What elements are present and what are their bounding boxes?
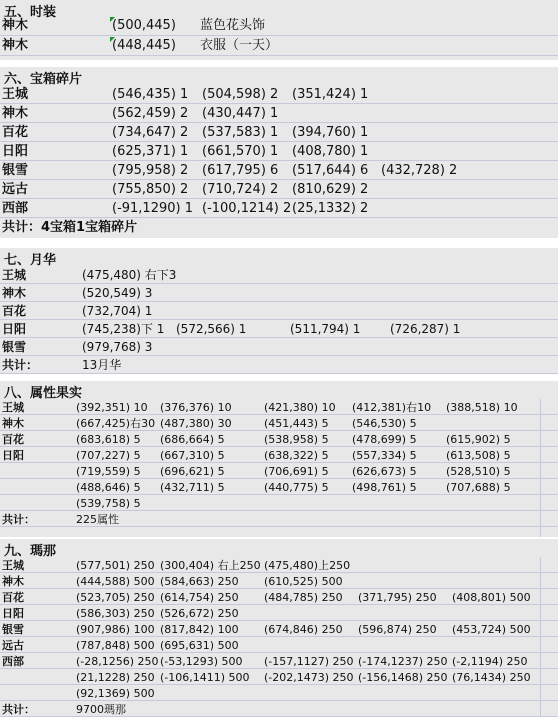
data-cell: (613,508) 5 (446, 449, 511, 462)
data-cell: (-91,1290) 1 (112, 201, 193, 216)
row-label: 银雪 (2, 340, 27, 354)
data-cell: (-28,1256) 250 (76, 655, 159, 668)
data-cell: (539,758) 5 (76, 497, 141, 510)
data-cell: (92,1369) 500 (76, 687, 155, 700)
data-cell: (-2,1194) 250 (452, 655, 528, 668)
data-cell: (638,322) 5 (264, 449, 329, 462)
data-cell: (504,598) 2 (202, 87, 279, 102)
row-label: 日阳 (2, 322, 27, 336)
row-label: 神木 (2, 575, 24, 588)
data-cell: (696,621) 5 (160, 465, 225, 478)
row-label: 王城 (2, 559, 24, 572)
data-cell: (-106,1411) 500 (160, 671, 250, 684)
row-label: 百花 (2, 304, 27, 318)
data-cell: (25,1332) 2 (292, 201, 369, 216)
data-cell: (76,1434) 250 (452, 671, 531, 684)
item-name: 衣服（一天） (200, 38, 279, 53)
coordinate: (448,445) (112, 38, 176, 53)
data-cell: (-174,1237) 250 (358, 655, 448, 668)
data-cell: (625,371) 1 (112, 144, 189, 159)
data-cell: (-100,1214) 2 (202, 201, 292, 216)
table-row (0, 180, 558, 199)
row-label: 百花 (2, 125, 29, 140)
data-cell: (557,334) 5 (352, 449, 417, 462)
data-cell: (523,705) 250 (76, 591, 155, 604)
row-label: 日阳 (2, 144, 29, 159)
data-cell: (478,699) 5 (352, 433, 417, 446)
section-total: 共计：4宝箱1宝箱碎片 (2, 220, 138, 235)
data-cell: (-156,1468) 250 (358, 671, 448, 684)
data-cell: (-157,1127) 250 (264, 655, 354, 668)
row-label: 共计： (2, 358, 39, 372)
data-cell: 9700瑪那 (76, 703, 126, 716)
row-label: 王城 (2, 268, 27, 282)
data-cell: (432,728) 2 (381, 163, 458, 178)
data-cell: (498,761) 5 (352, 481, 417, 494)
column-separator (540, 557, 541, 717)
data-cell: (710,724) 2 (202, 182, 279, 197)
section-title-s7: 七、月华 (4, 253, 57, 268)
row-label: 神木 (2, 38, 29, 53)
data-cell: (526,672) 250 (160, 607, 239, 620)
data-cell: (795,958) 2 (112, 163, 189, 178)
table-row (0, 36, 558, 56)
data-cell: (300,404) 右上250 (160, 559, 261, 572)
data-cell: (487,380) 30 (160, 417, 232, 430)
data-cell: (907,986) 100 (76, 623, 155, 636)
data-cell: (538,958) 5 (264, 433, 329, 446)
row-label: 银雪 (2, 623, 24, 636)
data-cell: (626,673) 5 (352, 465, 417, 478)
data-cell: (734,647) 2 (112, 125, 189, 140)
data-cell: (351,424) 1 (292, 87, 369, 102)
data-cell: (719,559) 5 (76, 465, 141, 478)
data-cell: (408,780) 1 (292, 144, 369, 159)
data-cell: (596,874) 250 (358, 623, 437, 636)
data-cell: (432,711) 5 (160, 481, 225, 494)
data-cell: (667,310) 5 (160, 449, 225, 462)
data-cell: (706,691) 5 (264, 465, 329, 478)
row-label: 神木 (2, 417, 24, 430)
data-cell: (667,425)右30 (76, 417, 156, 430)
table-row (0, 16, 558, 36)
data-cell: (979,768) 3 (82, 340, 153, 354)
data-cell: (412,381)右10 (352, 401, 432, 414)
data-cell: (586,303) 250 (76, 607, 155, 620)
section-gap (0, 60, 558, 67)
data-cell: (577,501) 250 (76, 559, 155, 572)
row-label: 日阳 (2, 607, 24, 620)
data-cell: (444,588) 500 (76, 575, 155, 588)
section-title-s9: 九、瑪那 (4, 544, 57, 559)
data-cell: (511,794) 1 (290, 322, 361, 336)
row-label: 远古 (2, 182, 29, 197)
data-cell: (683,618) 5 (76, 433, 141, 446)
data-cell: (394,760) 1 (292, 125, 369, 140)
data-cell: (371,795) 250 (358, 591, 437, 604)
data-cell: (572,566) 1 (176, 322, 247, 336)
row-label: 神木 (2, 106, 29, 121)
column-separator (540, 399, 541, 537)
data-cell: (21,1228) 250 (76, 671, 155, 684)
row-label: 远古 (2, 639, 24, 652)
data-cell: 225属性 (76, 513, 119, 526)
data-cell: (610,525) 500 (264, 575, 343, 588)
data-cell: (695,631) 500 (160, 639, 239, 652)
data-cell: (440,775) 5 (264, 481, 329, 494)
row-label: 神木 (2, 286, 27, 300)
data-cell: (408,801) 500 (452, 591, 531, 604)
coordinate: (500,445) (112, 18, 176, 33)
table-row (0, 123, 558, 142)
data-cell: (392,351) 10 (76, 401, 148, 414)
data-cell: (732,704) 1 (82, 304, 153, 318)
data-cell: (615,902) 5 (446, 433, 511, 446)
data-cell: (661,570) 1 (202, 144, 279, 159)
data-cell: (755,850) 2 (112, 182, 189, 197)
row-label: 百花 (2, 433, 24, 446)
section-gap (0, 374, 558, 381)
data-cell: (537,583) 1 (202, 125, 279, 140)
data-cell: (810,629) 2 (292, 182, 369, 197)
row-label: 西部 (2, 655, 24, 668)
data-cell: (674,846) 250 (264, 623, 343, 636)
table-row (0, 104, 558, 123)
data-cell: (376,376) 10 (160, 401, 232, 414)
data-cell: (430,447) 1 (202, 106, 279, 121)
section-title-s6: 六、宝箱碎片 (4, 72, 83, 87)
row-label: 银雪 (2, 163, 29, 178)
data-cell: (528,510) 5 (446, 465, 511, 478)
row-label: 西部 (2, 201, 29, 216)
table-row (0, 142, 558, 161)
data-cell: (546,530) 5 (352, 417, 417, 430)
data-cell: 13月华 (82, 358, 122, 372)
row-label: 百花 (2, 591, 24, 604)
table-row (0, 161, 558, 180)
data-cell: (520,549) 3 (82, 286, 153, 300)
data-cell: (726,287) 1 (390, 322, 461, 336)
data-cell: (488,646) 5 (76, 481, 141, 494)
row-label: 王城 (2, 401, 24, 414)
data-cell: (707,227) 5 (76, 449, 141, 462)
data-cell: (707,688) 5 (446, 481, 511, 494)
table-row (0, 85, 558, 104)
data-cell: (388,518) 10 (446, 401, 518, 414)
row-label: 共计： (2, 513, 35, 526)
data-cell: (-53,1293) 500 (160, 655, 243, 668)
data-cell: (562,459) 2 (112, 106, 189, 121)
row-label: 日阳 (2, 449, 24, 462)
data-cell: (817,842) 100 (160, 623, 239, 636)
data-cell: (453,724) 500 (452, 623, 531, 636)
data-cell: (617,795) 6 (202, 163, 279, 178)
data-cell: (451,443) 5 (264, 417, 329, 430)
row-label: 王城 (2, 87, 29, 102)
data-cell: (421,380) 10 (264, 401, 336, 414)
data-cell: (517,644) 6 (292, 163, 369, 178)
data-cell: (686,664) 5 (160, 433, 225, 446)
data-cell: (745,238)下 1 (82, 322, 165, 336)
data-cell: (546,435) 1 (112, 87, 189, 102)
data-cell: (475,480)上250 (264, 559, 351, 572)
data-cell: (484,785) 250 (264, 591, 343, 604)
data-cell: (787,848) 500 (76, 639, 155, 652)
section-title-s5: 五、时装 (4, 5, 57, 20)
data-cell: (614,754) 250 (160, 591, 239, 604)
item-name: 蓝色花头饰 (200, 18, 266, 33)
row-label: 共计： (2, 703, 35, 716)
section-title-s8: 八、属性果实 (4, 386, 83, 401)
data-cell: (475,480) 右下3 (82, 268, 177, 282)
data-cell: (-202,1473) 250 (264, 671, 354, 684)
row-label: 神木 (2, 18, 29, 33)
data-cell: (584,663) 250 (160, 575, 239, 588)
section-gap (0, 238, 558, 245)
